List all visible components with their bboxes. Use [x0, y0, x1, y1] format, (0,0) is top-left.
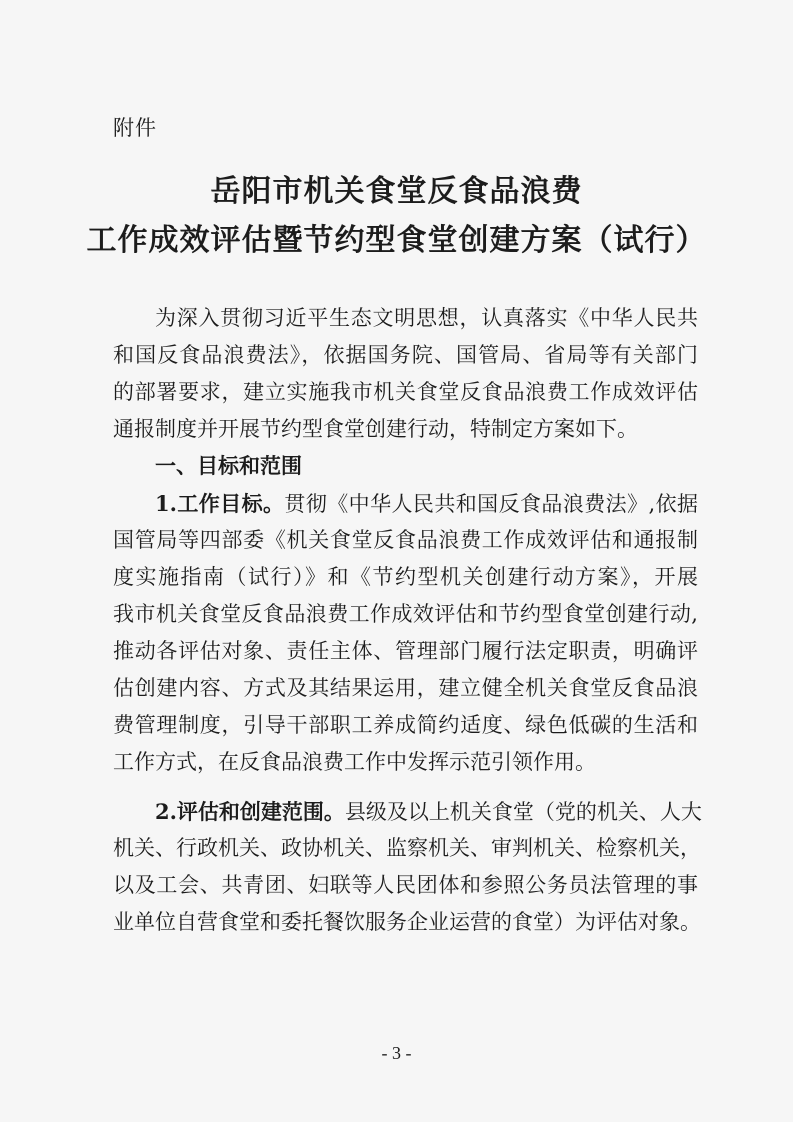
- item1-line: 估创建内容、方式及其结果运用，建立健全机关食堂反食品浪: [113, 676, 698, 700]
- title-line-1: 岳阳市机关食堂反食品浪费: [210, 174, 583, 209]
- item1-line: 推动各评估对象、责任主体、管理部门履行法定职责，明确评: [113, 639, 698, 663]
- page-number: - 3 -: [381, 1043, 412, 1063]
- item1-line: 费管理制度，引导干部职工养成简约适度、绿色低碳的生活和: [113, 713, 698, 737]
- intro-line: 为深入贯彻习近平生态文明思想，认真落实《中华人民共: [155, 306, 698, 330]
- intro-line: 和国反食品浪费法》，依据国务院、国管局、省局等有关部门: [113, 343, 698, 367]
- item2-line: 以及工会、共青团、妇联等人民团体和参照公务员法管理的事: [113, 873, 698, 897]
- item1-label: 1.工作目标。: [155, 491, 285, 516]
- item2-line: 业单位自营食堂和委托餐饮服务企业运营的食堂）为评估对象。: [113, 910, 701, 934]
- item1-line: 工作方式，在反食品浪费工作中发挥示范引领作用。: [113, 750, 596, 774]
- item1-line: 国管局等四部委《机关食堂反食品浪费工作成效评估和通报制: [113, 528, 698, 552]
- document-body: [113, 300, 702, 941]
- item2-label: 2.评估和创建范围。: [155, 799, 345, 824]
- item1-line: 度实施指南（试行）》和《节约型机关创建行动方案》，开展: [113, 565, 698, 589]
- title-line-2: 工作成效评估暨节约型食堂创建方案（试行）: [86, 223, 707, 258]
- intro-line: 通报制度并开展节约型食堂创建行动，特制定方案如下。: [113, 417, 638, 441]
- section-heading: 一、目标和范围: [155, 454, 302, 478]
- item1-line: [113, 485, 698, 522]
- attachment-label: 附件: [113, 116, 157, 140]
- item1-line: 我市机关食堂反食品浪费工作成效评估和节约型食堂创建行动,: [113, 602, 698, 626]
- item2-text: 县级及以上机关食堂（党的机关、人大: [344, 800, 702, 824]
- item2-line: 机关、行政机关、政协机关、监察机关、审判机关、检察机关，: [113, 836, 701, 860]
- intro-line: 的部署要求，建立实施我市机关食堂反食品浪费工作成效评估: [113, 380, 698, 404]
- item2-line: [113, 793, 702, 830]
- item1-text: 贯彻《中华人民共和国反食品浪费法》,依据: [284, 492, 698, 516]
